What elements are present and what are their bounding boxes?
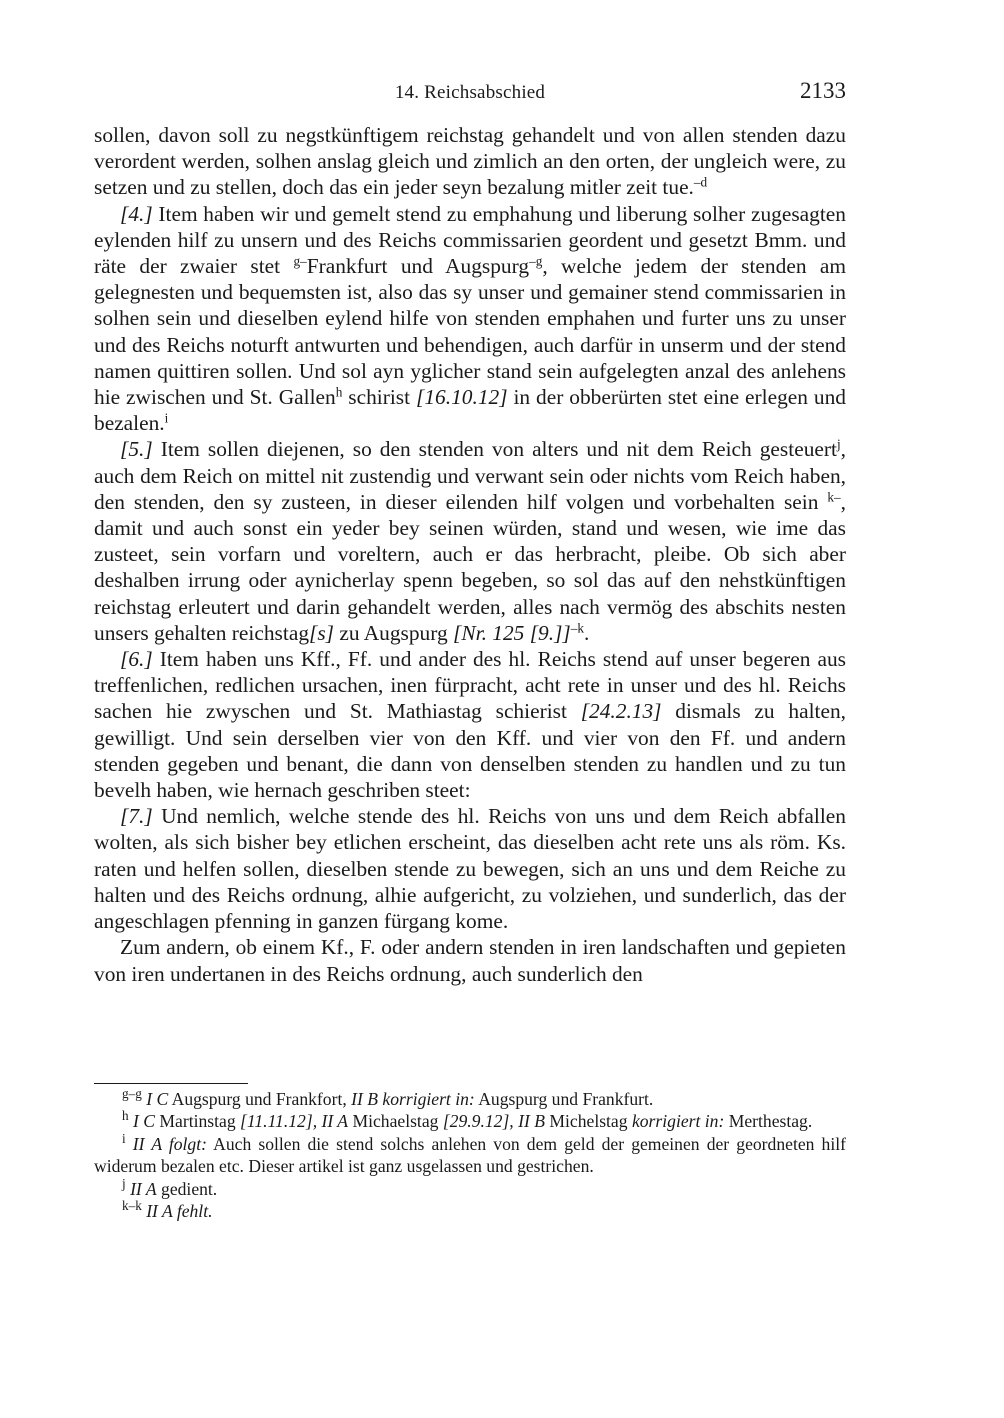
text-run: Item sollen diejenen, so den stenden von alters und nit dem Reich gesteuert <box>152 437 837 462</box>
text-run: Martinstag <box>155 1111 241 1132</box>
footnote-label: j <box>122 1175 126 1191</box>
text-run: Zum andern, ob einem Kf., F. oder andern stenden in iren landschaften und gepieten von iren undertanen in des Reichs ordnung, auch sunderlich den <box>94 935 846 986</box>
text-run: , welche jedem der stenden am gelegnesten und bequemsten ist, also das sy unser und gemainer stend commissarien in solhen sein und dieselben eylend hilfe von stenden emphahen und furter uns zu unser und des Reichs noturft antwurten und behendigen, auch darfür in unserm und der stend namen quittiren sollen. Und sol ayn yglicher stand sein aufgelegten anzal des anlehens hie zwischen und St. Gallen <box>94 254 846 410</box>
editorial-date: [24.2.13] <box>580 699 662 724</box>
text-run: sollen, davon soll zu negstkünftigem reichstag gehandelt und von allen stenden dazu verordent werden, solhen anslag gleich und zimlich an den orten, der ungleich were, zu setzen und zu stellen, doch das ein jeder seyn bezalung mitler zeit tue. <box>94 123 846 200</box>
footnote-j <box>94 1175 846 1200</box>
editorial-note: korrigiert in: <box>631 1111 725 1132</box>
cross-reference: [Nr. 125 [9.]] <box>453 620 571 645</box>
footnote-i <box>94 1130 846 1178</box>
footnote-divider <box>94 1083 248 1084</box>
main-text <box>94 122 846 987</box>
editorial-note: II B korrigiert in: <box>351 1089 475 1109</box>
text-run: gedient. <box>156 1178 218 1199</box>
siglum: I C <box>133 1111 155 1132</box>
footnote-mark: j <box>836 437 841 453</box>
section-number: [5.] <box>120 437 153 462</box>
text-run: Item haben uns Kff., Ff. und ander des hl. Reichs stend auf unser begeren aus treffenlichen, redlichen ursachen, inen fürpracht, acht rete in unser und des hl. Reichs sachen hie zwyschen und St. Mathiastag schierist <box>94 647 846 724</box>
footnotes <box>94 1085 846 1222</box>
text-run: , damit und auch sonst ein yeder bey seinen würden, stand und wesen, wie ime das zusteet, sein vorfarn und voreltern, auch er das herbracht, pleibe. Ob sich aber deshalben irrung oder aynicherlay spenn begeben, so sol das auf den nehstkünftigen reichstag erleutert und darin gehandelt werden, alles nach vermög des abschits nesten unsers gehalten reichstag <box>94 489 846 645</box>
text-run: . <box>584 620 590 645</box>
footnote-h <box>94 1110 846 1132</box>
section-number: [4.] <box>120 201 153 226</box>
critical-mark: –g <box>529 253 543 269</box>
footnote-g <box>94 1085 846 1110</box>
editorial-note: [11.11.12], II A <box>240 1111 349 1132</box>
running-title: 14. Reichsabschied <box>394 82 546 103</box>
editorial-date: [16.10.12] <box>416 385 508 410</box>
siglum: II A <box>130 1178 157 1199</box>
text-run: Frankfurt und Augspurg <box>306 254 530 279</box>
footnote-label: i <box>122 1130 126 1146</box>
text-run: Augspurg und Frankfort, <box>168 1089 352 1109</box>
text-run: , auch dem Reich on mittel nit zustendig und verwant sein oder nichts vom Reich haben, den stenden, den sy zusteen, in dieser eilenden hilf volgen und vorbehalten sein <box>94 437 846 514</box>
paragraph-5 <box>94 436 846 646</box>
paragraph-continuation <box>94 122 846 201</box>
page-number: 2133 <box>800 78 846 103</box>
paragraph-6 <box>94 646 846 803</box>
text-run: Michaelstag <box>348 1111 443 1132</box>
footnote-mark: h <box>335 384 343 400</box>
footnote-label: h <box>122 1108 129 1124</box>
text-run: Und nemlich, welche stende des hl. Reichs von uns und dem Reich abfallen wolten, als sich bisher bey etlichen erscheint, das dieselben acht rete uns als röm. Ks. raten und helfen sollen, dieselben stende zu bewegen, sich an uns und dem Reiche zu halten und des Reichs ordnung, alhie aufgericht, zu volziehen, und sunderlich, das der angeschlagen pfenning in ganzen fürgang kome. <box>94 804 846 934</box>
critical-mark: g– <box>293 253 307 269</box>
critical-mark: –d <box>693 175 708 191</box>
critical-mark: k– <box>827 489 841 505</box>
footnote-k <box>94 1197 846 1222</box>
text-run: Michelstag <box>544 1111 632 1132</box>
editorial-note: II A folgt: <box>132 1133 207 1154</box>
editorial-note: II A fehlt. <box>146 1201 213 1222</box>
text-run: Augspurg und Frankfurt. <box>474 1089 654 1109</box>
text-run: Auch sollen die stend solchs anlehen von dem geld der gemeinen der geordneten hilf widerum bezalen etc. Dieser artikel ist ganz usgelassen und gestrichen. <box>94 1133 846 1177</box>
footnote-label: g–g <box>122 1085 142 1101</box>
text-run: in der obberürten stet eine erlegen und bezalen. <box>94 385 846 436</box>
text-run: dismals zu halten, gewilligt. Und sein derselben vier von den Kff. und vier von den Ff. und andern stenden gegeben und benant, die dann von denselben stenden zu handlen und zu tun bevelh haben, wie hernach geschriben steet: <box>94 699 846 803</box>
paragraph-4 <box>94 201 846 437</box>
section-number: [6.] <box>120 647 153 672</box>
editorial-note: [29.9.12], II B <box>442 1111 545 1132</box>
footnote-label: k–k <box>122 1197 142 1213</box>
footnote-mark: i <box>164 410 169 426</box>
text-run: Item haben wir und gemelt stend zu emphahung und liberung solher zugesagten eylenden hilf zu unsern und des Reichs commissarien geordent und gesetzt Bmm. und räte der zwaier stet <box>94 201 846 279</box>
text-run: schirist <box>342 385 417 410</box>
critical-mark: –k <box>570 620 584 636</box>
paragraph-7 <box>94 803 846 934</box>
text-run: zu Augspurg <box>334 620 454 645</box>
running-header <box>94 78 846 108</box>
siglum: I C <box>146 1089 169 1109</box>
paragraph-zum-andern <box>94 934 846 986</box>
editorial-insertion: [s] <box>309 620 334 645</box>
section-number: [7.] <box>120 804 153 829</box>
text-run: Merthestag. <box>724 1111 813 1132</box>
